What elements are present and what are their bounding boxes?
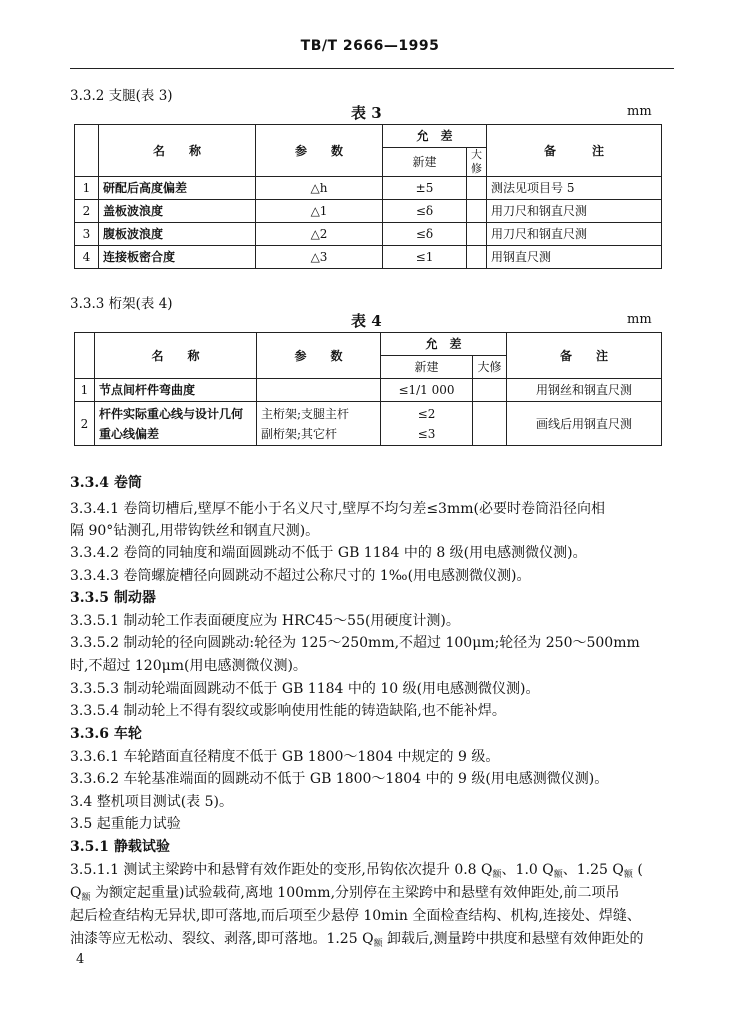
cell-no: 2	[75, 200, 99, 223]
table4-header-remark: 备 注	[507, 333, 662, 379]
para-3-3-4-3: 3.3.4.3 卷筒螺旋槽径向圆跳动不超过公称尺寸的 1‰(用电感测微仪测)。	[70, 568, 531, 584]
para-3-3-5-3: 3.3.5.3 制动轮端面圆跳动不低于 GB 1184 中的 10 级(用电感测微仪测)。	[70, 681, 540, 697]
table3	[74, 124, 662, 269]
table3-unit: mm	[627, 104, 652, 119]
table3-header-remark: 备 注	[487, 125, 662, 177]
table3-header-name: 名 称	[99, 125, 256, 177]
table-row	[75, 246, 662, 269]
text: 卸载后,测量跨中拱度和悬壁有效伸距处的	[382, 931, 644, 947]
text: 为额定起重量)试验载荷,离地 100mm,分别停在主梁跨中和悬壁有效伸距处,前二项吊	[90, 885, 620, 901]
cell-param	[257, 379, 381, 402]
cell-param-line2: 副桁架;其它杆	[261, 426, 338, 441]
para-3-3-6-2: 3.3.6.2 车轮基准端面的圆跳动不低于 GB 1800～1804 中的 9 级(用电感测微仪测)。	[70, 771, 609, 787]
section-3-3-3-heading: 3.3.3 桁架(表 4)	[70, 296, 173, 312]
text: (	[632, 862, 643, 878]
table3-header-param: 参 数	[256, 125, 383, 177]
cell-name-line2: 重心线偏差	[99, 426, 160, 441]
para-3-3-5-2-line1: 3.3.5.2 制动轮的径向圆跳动:轮径为 125～250mm,不超过 100μm;轮径为 250～500mm	[70, 635, 640, 651]
cell-remark: 用钢直尺测	[487, 246, 662, 269]
para-3-3-5-2-line2: 时,不超过 120μm(用电感测微仪测)。	[70, 658, 307, 674]
cell-new: ≤δ	[383, 223, 467, 246]
table4	[74, 332, 662, 446]
cell-name: 连接板密合度	[99, 246, 256, 269]
table-row	[75, 223, 662, 246]
cell-new: ≤1	[383, 246, 467, 269]
cell-no: 2	[75, 402, 95, 446]
cell-new: ≤δ	[383, 200, 467, 223]
table4-header-no	[75, 333, 95, 379]
table3-header-no	[75, 125, 99, 177]
para-3-3-6-1: 3.3.6.1 车轮踏面直径精度不低于 GB 1800～1804 中规定的 9 级。	[70, 749, 500, 765]
section-3-3-6-heading: 3.3.6 车轮	[70, 726, 142, 742]
cell-remark: 画线后用钢直尺测	[507, 402, 662, 446]
cell-name: 研配后高度偏差	[99, 177, 256, 200]
cell-param: △1	[256, 200, 383, 223]
para-3-3-5-4: 3.3.5.4 制动轮上不得有裂纹或影响使用性能的铸造缺陷,也不能补焊。	[70, 703, 506, 719]
header-rule	[70, 68, 674, 69]
cell-overhaul	[467, 223, 487, 246]
para-3-5-1-1-line4	[70, 926, 670, 957]
cell-overhaul	[467, 246, 487, 269]
cell-name: 节点间杆件弯曲度	[95, 379, 257, 402]
section-3-5-1-heading: 3.5.1 静载试验	[70, 839, 170, 855]
text: 、1.25 Q	[562, 862, 624, 878]
subscript: 额	[373, 939, 383, 949]
cell-remark: 用钢丝和钢直尺测	[507, 379, 662, 402]
subscript: 额	[623, 870, 633, 880]
cell-overhaul	[467, 200, 487, 223]
cell-param	[257, 402, 381, 446]
section-3-3-5-heading: 3.3.5 制动器	[70, 590, 156, 606]
cell-no: 4	[75, 246, 99, 269]
para-3-3-4-2: 3.3.4.2 卷筒的同轴度和端面圆跳动不低于 GB 1184 中的 8 级(用电感测微仪测)。	[70, 545, 587, 561]
cell-no: 3	[75, 223, 99, 246]
cell-new-line2: ≤3	[417, 426, 436, 441]
table3-header-new: 新建	[383, 148, 467, 177]
para-3-3-5-1: 3.3.5.1 制动轮工作表面硬度应为 HRC45～55(用硬度计测)。	[70, 613, 460, 629]
cell-no: 1	[75, 177, 99, 200]
cell-remark: 测法见项目号 5	[487, 177, 662, 200]
text: Q	[70, 885, 82, 901]
cell-param-line1: 主桁架;支腿主杆	[261, 406, 350, 421]
table4-header-new: 新建	[381, 356, 473, 379]
cell-new	[381, 402, 473, 446]
cell-new-line1: ≤2	[417, 406, 436, 421]
cell-new: ±5	[383, 177, 467, 200]
table-row	[75, 177, 662, 200]
cell-overhaul	[473, 402, 507, 446]
table-row	[75, 379, 662, 402]
cell-param: △h	[256, 177, 383, 200]
table4-header-overhaul: 大修	[473, 356, 507, 379]
table4-header-param: 参 数	[257, 333, 381, 379]
table3-header-overhaul: 大修	[467, 148, 487, 177]
subscript: 额	[81, 893, 91, 903]
cell-remark: 用刀尺和钢直尺测	[487, 200, 662, 223]
cell-param: △3	[256, 246, 383, 269]
table4-unit: mm	[627, 312, 652, 327]
section-3-3-2-heading: 3.3.2 支腿(表 3)	[70, 88, 173, 104]
table4-header-tolerance: 允 差	[381, 333, 507, 356]
table-row	[75, 200, 662, 223]
subscript: 额	[492, 870, 502, 880]
section-3-4: 3.4 整机项目测试(表 5)。	[70, 794, 233, 810]
section-3-5-heading: 3.5 起重能力试验	[70, 816, 181, 832]
cell-param: △2	[256, 223, 383, 246]
para-3-3-4-1-line2: 隔 90°钻测孔,用带钩铁丝和钢直尺测)。	[70, 523, 320, 539]
para-3-3-4-1-line1: 3.3.4.1 卷筒切槽后,壁厚不能小于名义尺寸,壁厚不均匀差≤3mm(必要时卷筒沿径向相	[70, 501, 605, 517]
cell-new: ≤1/1 000	[381, 379, 473, 402]
cell-name: 盖板波浪度	[99, 200, 256, 223]
cell-overhaul	[473, 379, 507, 402]
cell-remark: 用刀尺和钢直尺测	[487, 223, 662, 246]
text: 、1.0 Q	[501, 862, 554, 878]
table3-header-tolerance: 允 差	[383, 125, 487, 148]
cell-overhaul	[467, 177, 487, 200]
para-3-5-1-1-line3: 起后检查结构无异状,即可落地,而后项至少悬停 10min 全面检查结构、机构,连接处、焊缝、	[70, 908, 641, 924]
text: 3.5.1.1 测试主梁跨中和悬臂有效作距处的变形,吊钩依次提升 0.8 Q	[70, 862, 493, 878]
table4-caption: 表 4	[351, 312, 382, 330]
cell-name	[95, 402, 257, 446]
text: 油漆等应无松动、裂纹、剥落,即可落地。1.25 Q	[70, 931, 374, 947]
table-row	[75, 402, 662, 446]
section-3-3-4-heading: 3.3.4 卷筒	[70, 475, 142, 491]
cell-name-line1: 杆件实际重心线与设计几何	[99, 406, 244, 421]
table3-caption: 表 3	[351, 104, 382, 122]
page-number: 4	[76, 952, 85, 967]
cell-name: 腹板波浪度	[99, 223, 256, 246]
document-code: TB/T 2666—1995	[300, 38, 440, 54]
table4-header-name: 名 称	[95, 333, 257, 379]
cell-no: 1	[75, 379, 95, 402]
subscript: 额	[553, 870, 563, 880]
